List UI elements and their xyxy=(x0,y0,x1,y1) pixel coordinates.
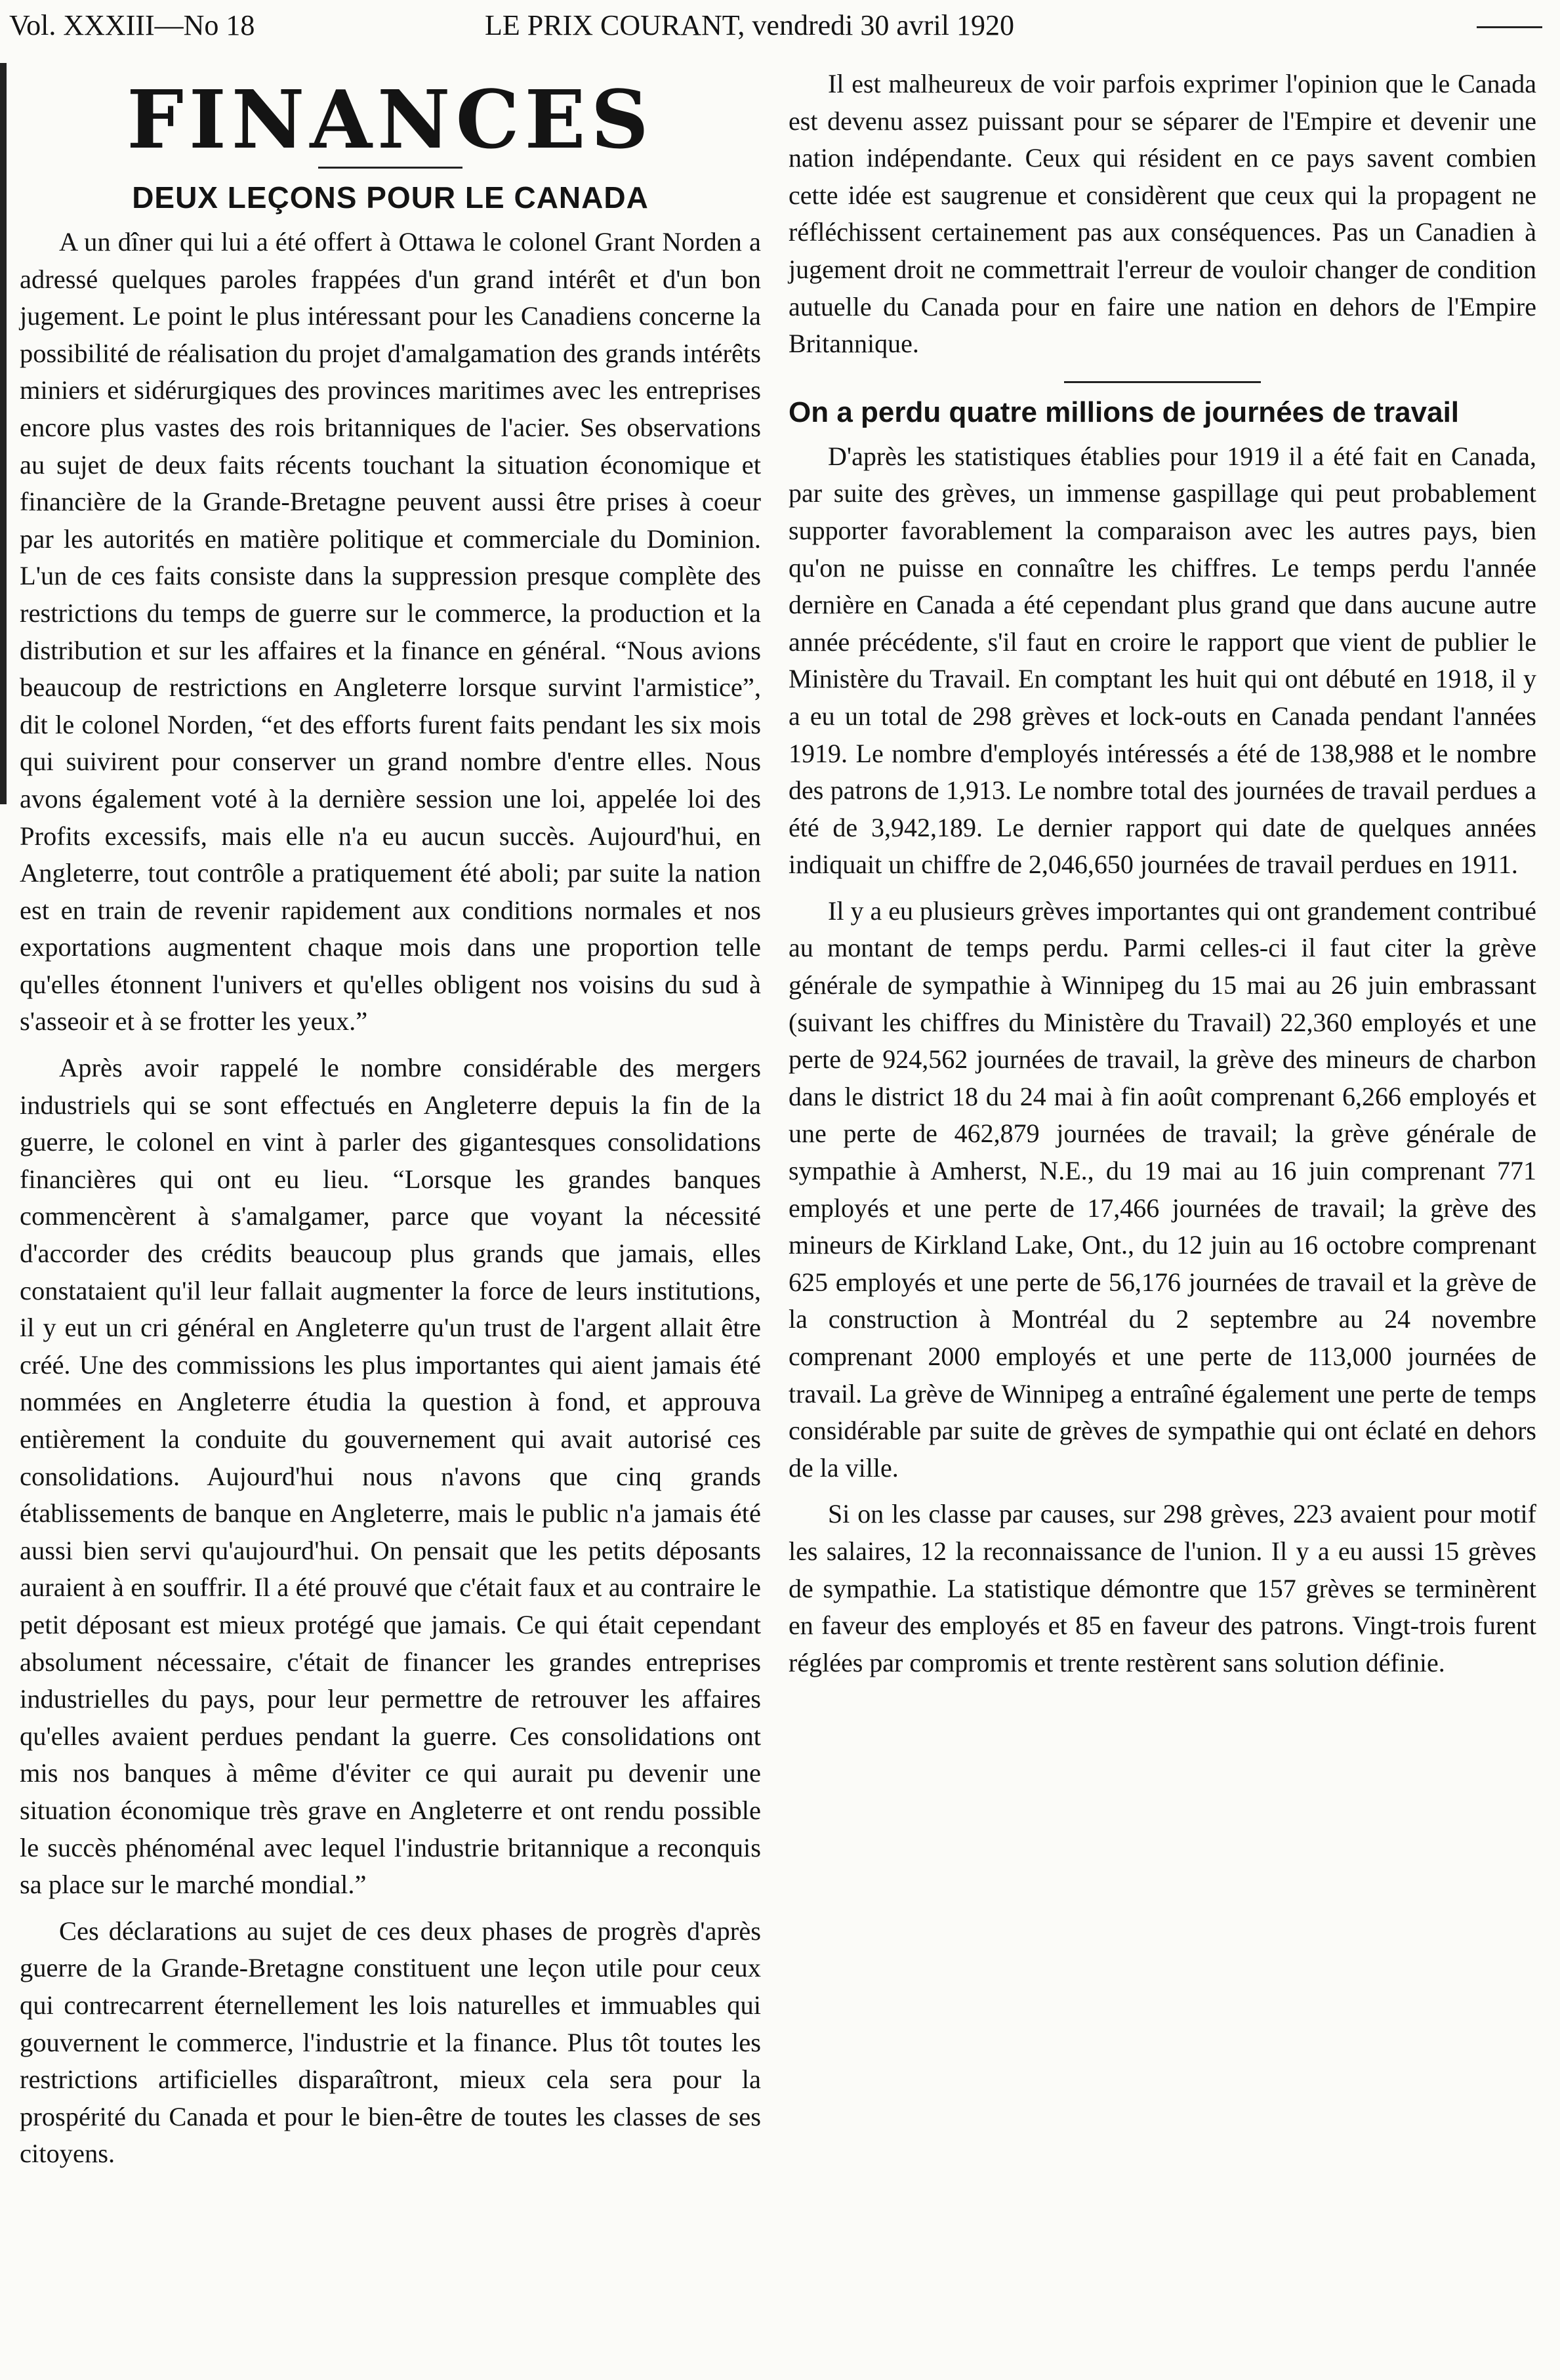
article-paragraph: Après avoir rappelé le nombre considérable des mergers industriels qui se sont effectués en Angleterre depuis la fin de la guerre, le colonel en vint à parler des gigantesques consolidations financières qui ont eu lieu. “Lorsque les grandes banques commencèrent à s'amalgamer, parce que voyant la nécessité d'accorder des crédits beaucoup plus grands que jamais, elles constataient qu'il leur fallait augmenter la force de leurs institutions, il y eut un cri général en Angleterre qu'un trust de l'argent allait être créé. Une des commissions les plus importantes qui aient jamais été nommées en Angleterre étudia la question à fond, et approuva entièrement la conduite du gouvernement qui avait autorisé ces consolidations. Aujourd'hui nous n'avons que cinq grands établissements de banque en Angleterre, mais le public n'a jamais été aussi bien servi qu'aujourd'hui. On pensait que les petits déposants auraient à en souffrir. Il a été prouvé que c'était faux et au contraire le petit déposant est mieux protégé que jamais. Ce qui était cependant absolument nécessaire, c'était de financer les grandes entreprises industrielles du pays, pour leur permettre de retrouver les affaires qu'elles avaient perdues pendant la guerre. Ces consolidations ont mis nos banques à même d'éviter ce qui aurait pu devenir une situation économique très grave en Angleterre et ont rendu possible le succès phénoménal avec lequel l'industrie britannique a reconquis sa place sur le marché mondial.” xyxy=(20,1053,761,1900)
article-paragraph: Il y a eu plusieurs grèves importantes qui ont grandement contribué au montant de temps perdu. Parmi celles-ci il faut citer la grève générale de sympathie à Winnipeg du 15 mai au 26 juin embrassant (suivant les chiffres du Ministère du Travail) 22,360 employés et une perte de 924,562 journées de travail, la grève des mineurs de charbon dans le district 18 du 24 mai à fin août comprenant 6,266 employés et une perte de 462,879 journées de travail; la grève générale de sympathie à Amherst, N.E., du 19 mai au 16 juin comprenant 771 employés et une perte de 17,466 journées de travail; la grève des mineurs de Kirkland Lake, Ont., du 12 juin au 16 octobre comprenant 625 employés et une perte de 56,176 journées de travail et la grève de la construction à Montréal du 2 septembre au 24 novembre comprenant 2000 employés et une perte de 113,000 journées de travail. La grève de Winnipeg a entraîné également une perte de temps considérable par suite de grèves de sympathie qui ont éclaté en dehors de la ville. xyxy=(789,895,1536,1483)
title-divider xyxy=(318,167,462,169)
article-paragraph: Si on les classe par causes, sur 298 grèves, 223 avaient pour motif les salaires, 12 la reconnaissance de l'union. Il y a eu aussi 15 grèves de sympathie. La statistique démontre que 157 grèves se terminèrent en faveur des employés et 85 en faveur des patrons. Vingt-trois furent réglées par compromis et trente restèrent sans solution définie. xyxy=(789,1499,1536,1677)
page-edge-bar xyxy=(0,63,7,804)
article-divider xyxy=(1064,381,1261,383)
publication-dateline: LE PRIX COURANT, vendredi 30 avril 1920 xyxy=(485,9,1014,41)
article-paragraph: Il est malheureux de voir parfois exprimer l'opinion que le Canada est devenu assez puissant pour se séparer de l'Empire et devenir une nation indépendante. Ceux qui résident en ce pays savent combien cette idée est saugrenue et considèrent que ceux qui la propagent ne réfléchissent certainement pas aux conséquences. Pas un Canadien à jugement droit ne commettrait l'erreur de vouloir changer de condition autuelle du Canada pour en faire une nation en dehors de l'Empire Britannique. xyxy=(789,69,1536,359)
article-paragraph: D'après les statistiques établies pour 1919 il a été fait en Canada, par suite des grèves, un immense gaspillage qui peut probablement supporter favorablement la comparaison avec les autres pays, bien qu'on ne puisse en connaître les chiffres. Le temps perdu l'année dernière en Canada a été cependant plus grand que dans aucune autre année précédente, s'il faut en croire le rapport que vient de publier le Ministère du Travail. En comptant les huit qui ont débuté en 1918, il y a eu un total de 298 grèves et lock-outs en Canada pendant l'années 1919. Le nombre d'employés intéressés a été de 138,988 et le nombre des patrons de 1,913. Le nombre total des journées de travail perdues a été de 3,942,189. Le dernier rapport qui date de quelques années indiquait un chiffre de 2,046,650 journées de travail perdues en 1911. xyxy=(789,441,1536,880)
column-right xyxy=(789,66,1536,1691)
section-title: FINANCES xyxy=(127,72,654,167)
column-left xyxy=(20,66,761,2182)
page-header xyxy=(9,8,1548,43)
article-paragraph: A un dîner qui lui a été offert à Ottawa le colonel Grant Norden a adressé quelques paroles frappées d'un grand intérêt et d'un bon jugement. Le point le plus intéressant pour les Canadiens concerne la possibilité de réalisation du projet d'amalgamation des grands intérêts miniers et sidérurgiques des provinces maritimes avec les entreprises encore plus vastes des rois britanniques de l'acier. Ses observations au sujet de deux faits récents touchant la situation économique et financière de la Grande-Bretagne peuvent aussi être prises à coeur par les autorités en matière politique et commerciale du Dominion. L'un de ces faits consiste dans la suppression presque complète des restrictions du temps de guerre sur le commerce, la production et la distribution et sur les affaires et la finance en général. “Nous avions beaucoup de restrictions en Angleterre lorsque survint l'armistice”, dit le colonel Norden, “et des efforts furent faits pendant les six mois qui suivirent pour conserver un grand nombre d'entre elles. Nous avons également voté à la dernière session une loi, appelée loi des Profits excessifs, mais elle n'a eu aucun succès. Aujourd'hui, en Angleterre, tout contrôle a pratiquement été aboli; par suite la nation est en train de revenir rapidement aux conditions normales et nos exportations augmentent chaque mois dans une proportion telle qu'elles étonnent l'univers et qu'elles obligent nos voisins du sud à s'asseoir et à se frotter les yeux.” xyxy=(20,227,761,1036)
header-dash xyxy=(1477,26,1542,28)
article-paragraph: Ces déclarations au sujet de ces deux phases de progrès d'après guerre de la Grande-Bretagne constituent une leçon utile pour ceux qui contrecarrent éternellement les lois naturelles et immuables qui gouvernent le commerce, l'industrie et la finance. Plus tôt toutes les restrictions artificielles disparaîtront, mieux cela sera pour la prospérité du Canada et pour le bien-être de toutes les classes de ses citoyens. xyxy=(20,1916,761,2169)
volume-number: Vol. XXXIII—No 18 xyxy=(9,9,255,41)
article-headline: On a perdu quatre millions de journées de travail xyxy=(789,396,1460,428)
article-headline: DEUX LEÇONS POUR LE CANADA xyxy=(132,180,649,215)
